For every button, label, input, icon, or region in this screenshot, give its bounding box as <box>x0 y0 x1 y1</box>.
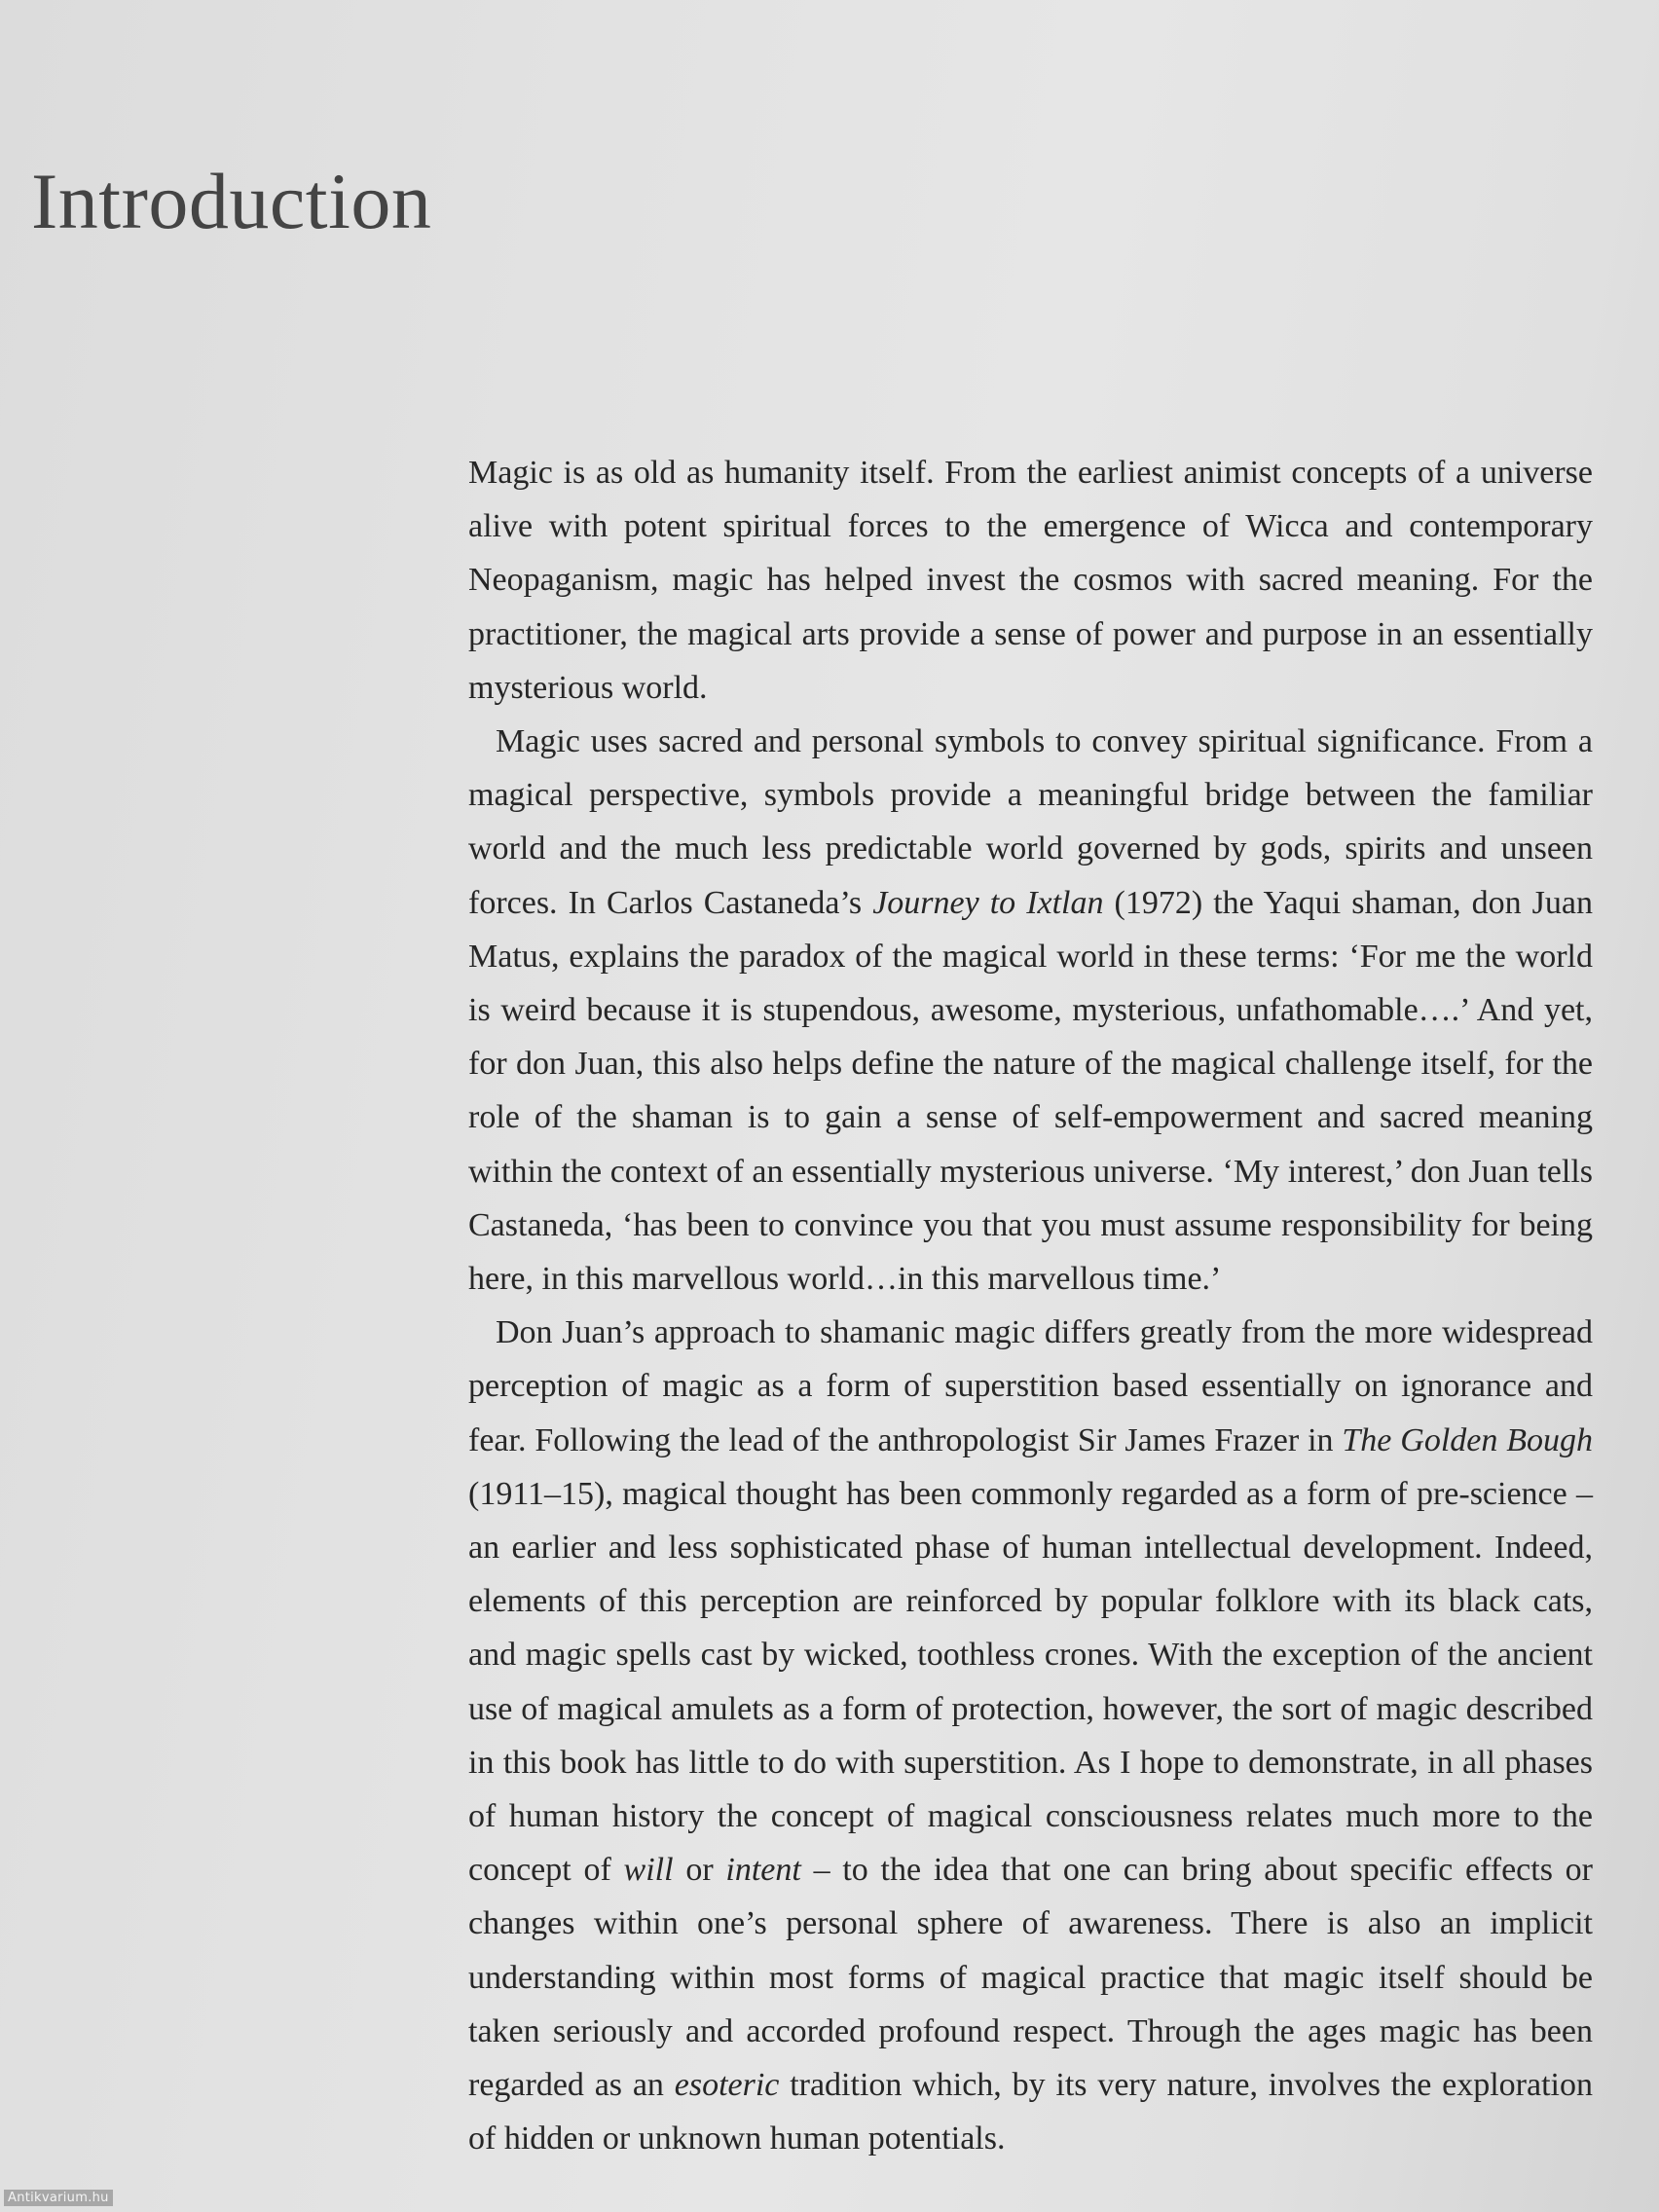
page-title: Introduction <box>31 157 432 245</box>
paragraph-3 <box>468 1306 1593 2165</box>
emphasis-will: will <box>623 1852 674 1889</box>
paragraph-2-text: (1972) the Yaqui shaman, don Juan Matus, explains the paradox of the magical world in these terms: ‘For me the world is weird because it is stupendous, awesome, mysterious, unfathomable….’ And yet, for don Juan, this also helps define the nature of the magical challenge itself, for the role of the shaman is to gain a sense of self-empowerment and sacred meaning within the context of an essentially mysterious universe. ‘My interest,’ don Juan tells Castaneda, ‘has been to convince you that you must assume responsibility for being here, in this marvellous world…in this marvellous time.’ <box>468 884 1594 1298</box>
body-text <box>468 446 1593 2166</box>
emphasis-esoteric: esoteric <box>674 2067 780 2104</box>
paragraph-3-text: Don Juan’s approach to shamanic magic differs greatly from the more widespread perception of magic as a form of superstition based essentially on ignorance and fear. Following the lead of the anthropologist Sir James Frazer in <box>468 1314 1593 1458</box>
book-title-journey-to-ixtlan: Journey to Ixtlan <box>872 884 1104 921</box>
paragraph-3-text: tradition which, by its very nature, involves the exploration of hidden or unknown human potentials. <box>468 2067 1593 2157</box>
emphasis-intent: intent <box>725 1852 801 1889</box>
paragraph-3-text: or <box>673 1852 726 1889</box>
watermark: Antikvarium.hu <box>4 2190 113 2206</box>
paragraph-2 <box>468 715 1593 1306</box>
paragraph-3-text: (1911–15), magical thought has been commonly regarded as a form of pre-science – an earlier and less sophisticated phase of human intellectual development. Indeed, elements of this perception are reinforced by popular folklore with its black cats, and magic spells cast by wicked, toothless crones. With the exception of the ancient use of magical amulets as a form of protection, however, the sort of magic described in this book has little to do with superstition. As I hope to demonstrate, in all phases of human history the concept of magical consciousness relates much more to the concept of <box>468 1475 1593 1889</box>
book-title-golden-bough: The Golden Bough <box>1342 1421 1594 1458</box>
paragraph-3-text: – to the idea that one can bring about specific effects or changes within one’s personal sphere of awareness. There is also an implicit understanding within most forms of magical practice that magic itself should be taken seriously and accorded profound respect. Through the ages magic has been regarded as an <box>468 1852 1594 2104</box>
paragraph-1: Magic is as old as humanity itself. From the earliest animist concepts of a universe alive with potent spiritual forces to the emergence of Wicca and contemporary Neopaganism, magic has helped invest the cosmos with sacred meaning. For the practitioner, the magical arts provide a sense of power and purpose in an essentially mysterious world. <box>468 455 1593 706</box>
paragraph-2-text: Magic uses sacred and personal symbols to convey spiritual significance. From a magical perspective, symbols provide a meaningful bridge between the familiar world and the much less predictable world governed by gods, spirits and unseen forces. In Carlos Castaneda’s <box>468 723 1593 921</box>
